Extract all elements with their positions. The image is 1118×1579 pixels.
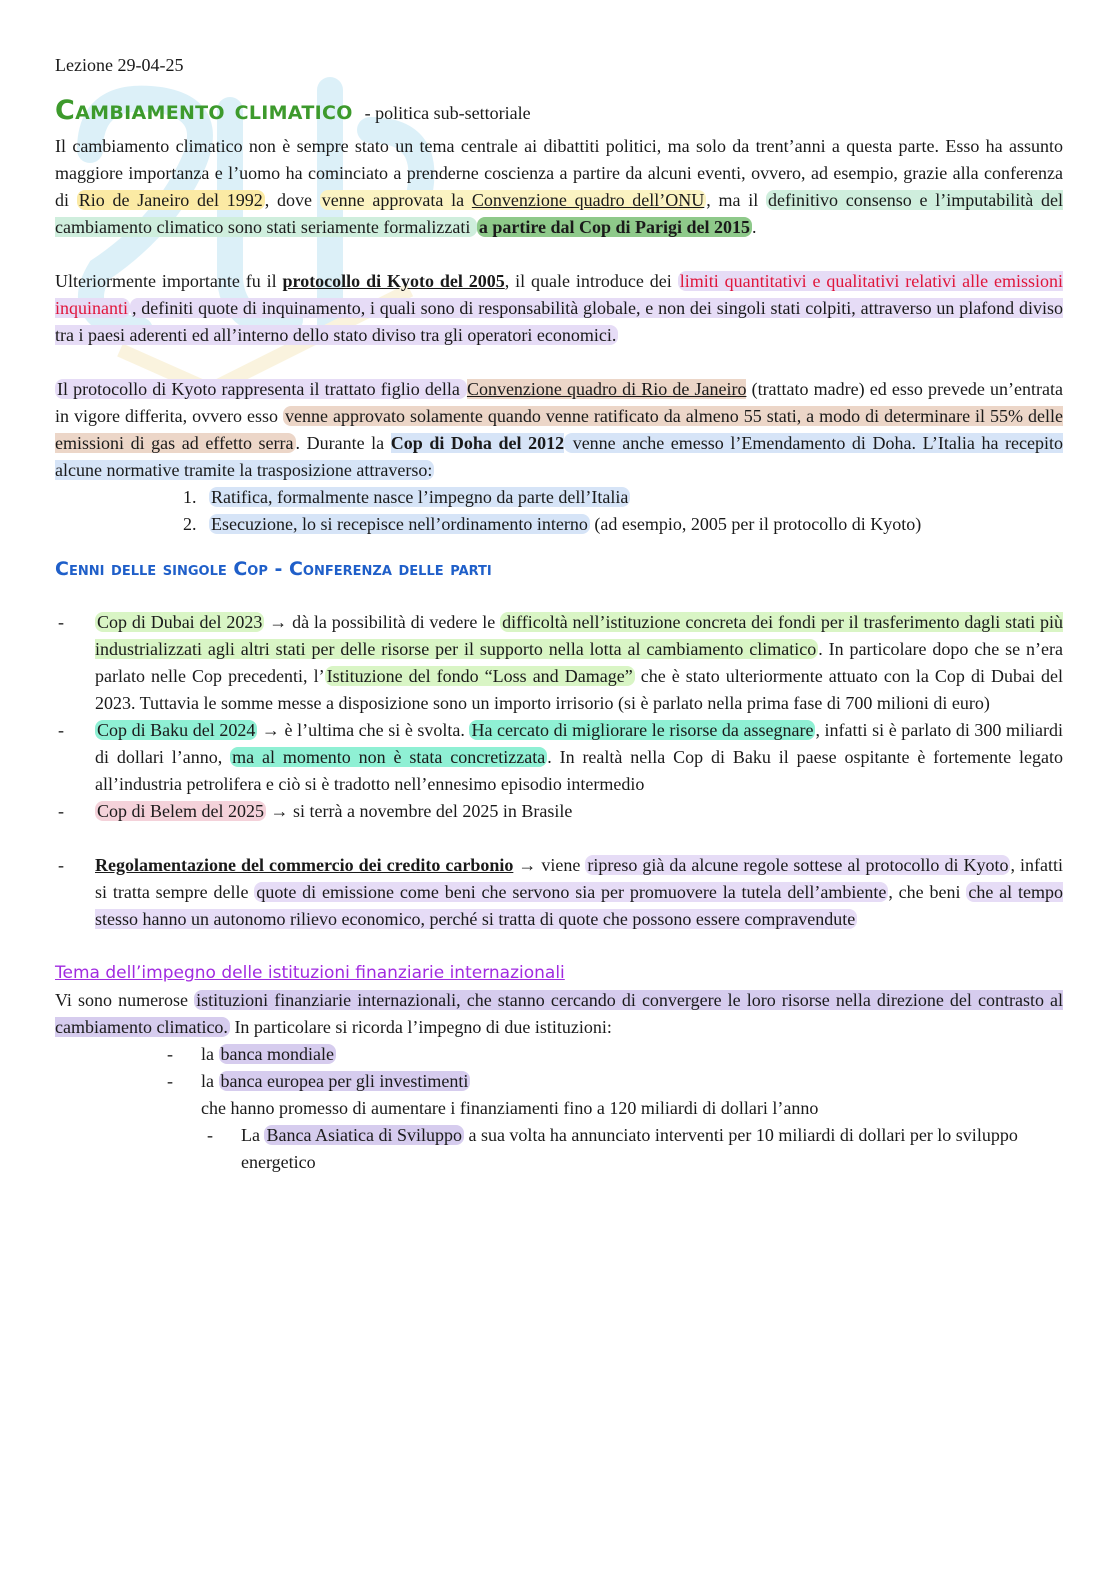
transposition-steps bbox=[55, 484, 1063, 538]
text-run: . bbox=[752, 217, 757, 237]
text-run: , che beni bbox=[888, 882, 967, 902]
highlight-consenso: definitivo consenso e l’imputabilità del cambiamento climatico sono stati seriamente formalizzati bbox=[55, 190, 1063, 237]
title-row bbox=[55, 97, 1063, 127]
list-item bbox=[201, 484, 1063, 511]
highlight-venne bbox=[320, 190, 707, 210]
list-item bbox=[167, 1068, 1063, 1095]
carbon-credit-title: Regolamentazione del commercio dei credito carbonio bbox=[95, 855, 514, 875]
paragraph-kyoto bbox=[55, 268, 1063, 349]
text-run: , il quale introduce dei bbox=[504, 271, 678, 291]
spacer bbox=[55, 349, 1063, 376]
highlight-risorse: Ha cercato di migliorare le risorse da assegnare bbox=[471, 720, 814, 740]
spacer bbox=[55, 241, 1063, 268]
step-highlight: Esecuzione, lo si recepisce nell’ordinamento interno bbox=[211, 514, 588, 534]
text-run: (trattato madre) ed esso prevede un’entrata in vigore differita, ovvero esso bbox=[55, 379, 1063, 426]
highlight-quote: , definiti quote di inquinamento, i quali sono di responsabilità globale, e non dei singoli stati colpiti, attraverso un plafond diviso tra i paesi aderenti ed all’interno dello stato diviso tra gli operatori economici. bbox=[55, 298, 1063, 345]
cop-belem: Cop di Belem del 2025 bbox=[97, 801, 264, 821]
highlight-parigi: a partire dal Cop di Parigi del 2015 bbox=[478, 217, 751, 237]
convenzione-onu: Convenzione quadro dell’ONU bbox=[471, 190, 705, 210]
lesson-date: Lezione 29-04-25 bbox=[55, 55, 184, 75]
highlight-banca-asiatica: Banca Asiatica di Sviluppo bbox=[266, 1125, 462, 1145]
text-run: , dove bbox=[264, 190, 320, 210]
kyoto-protocol: protocollo di Kyoto del 2005 bbox=[282, 271, 505, 291]
funding-note: che hanno promesso di aumentare i finanziamenti fino a 120 miliardi di dollari l’anno bbox=[201, 1098, 819, 1118]
highlight-ripreso: ripreso già da alcune regole sottese al protocollo di Kyoto bbox=[587, 855, 1009, 875]
institution-highlight: banca europea per gli investimenti bbox=[220, 1071, 469, 1091]
highlight-istituzioni: istituzioni finanziarie internazionali, che stanno cercando di convergere le loro risorse nella direzione del contrasto al cambiamento climatico. bbox=[55, 990, 1064, 1037]
cop-list bbox=[55, 609, 1063, 825]
text-run: a sua volta ha annunciato interventi per 10 miliardi di dollari per lo sviluppo energetico bbox=[241, 1125, 1018, 1172]
section-title-cop: Cenni delle singole Cop - Conferenza delle parti bbox=[55, 558, 492, 580]
cop-dubai: Cop di Dubai del 2023 bbox=[97, 612, 263, 632]
text-run: (ad esempio, 2005 per il protocollo di Kyoto) bbox=[589, 514, 922, 534]
list-item bbox=[201, 511, 1063, 538]
list-item-belem bbox=[55, 798, 1063, 825]
list-item bbox=[167, 1041, 1063, 1068]
text-run: , infatti si è parlato di 300 miliardi di dollari l’anno, bbox=[95, 720, 1063, 767]
highlight-loss-damage: Istituzione del fondo “Loss and Damage” bbox=[326, 666, 633, 686]
paragraph-intro bbox=[55, 133, 1063, 241]
highlight-difficolta: difficoltà nell’istituzione concreta dei fondi per il trasferimento dagli stati più industrializzati agli altri stati per delle risorse per il supporto nella lotta al cambiamento climatico bbox=[95, 612, 1063, 659]
text-run: In particolare si ricorda l’impegno di due istituzioni: bbox=[229, 1017, 612, 1037]
text-run: la bbox=[201, 1044, 219, 1064]
institution-highlight: banca mondiale bbox=[220, 1044, 334, 1064]
highlight-non-concretizzata: ma al momento non è stata concretizzata bbox=[232, 747, 546, 767]
highlight-limiti: limiti quantitativi e qualitativi relativi alle emissioni inquinanti bbox=[55, 271, 1063, 318]
text-run: Vi sono numerose bbox=[55, 990, 195, 1010]
list-item-dubai bbox=[55, 609, 1063, 717]
institutions-list bbox=[55, 1041, 1063, 1095]
text-run: , infatti si tratta sempre delle bbox=[95, 855, 1063, 902]
text-run: → è l’ultima che si è svolta. bbox=[257, 720, 470, 740]
paragraph-finance bbox=[55, 987, 1063, 1041]
text-run: . In particolare dopo che se n’era parlato nelle Cop precedenti, l’ bbox=[95, 639, 1063, 686]
text-run: . Durante la bbox=[295, 433, 391, 453]
text-run: Ulteriormente importante fu il bbox=[55, 271, 283, 291]
cop-baku: Cop di Baku del 2024 bbox=[97, 720, 256, 740]
highlight-ratifica-55: venne approvato solamente quando venne ratificato da almeno 55 stati, a modo di determinare il 55% delle emissioni di gas ad effetto serra bbox=[55, 406, 1063, 453]
highlight-rilievo-economico: che al tempo stesso hanno un autonomo rilievo economico, perché si tratta di quote che possono essere compravendute bbox=[95, 882, 1064, 929]
text-run: . In realtà nella Cop di Baku il paese ospitante è fortemente legato all’industria petrolifera e ciò si è tradotto nell’ennesimo episodio intermedio bbox=[95, 747, 1063, 794]
paragraph-kyoto-treaty bbox=[55, 376, 1063, 484]
highlight-rio: Rio de Janeiro del 1992 bbox=[78, 190, 263, 210]
highlight-quote-emissione: quote di emissione come beni che servono sia per promuovere la tutela dell’ambiente bbox=[256, 882, 887, 902]
text-run: → viene bbox=[513, 855, 586, 875]
highlight-emendamento: venne anche emesso l’Emendamento di Doha. L’Italia ha recepito alcune normative tramite la trasposizione attraverso: bbox=[55, 433, 1063, 480]
asia-bank-list bbox=[55, 1122, 1063, 1176]
spacer bbox=[55, 933, 1063, 960]
step-highlight: Ratifica, formalmente nasce l’impegno da parte dell’Italia bbox=[211, 487, 629, 507]
page-title: Cambiamento climatico bbox=[55, 95, 353, 126]
text-run: Il cambiamento climatico non è sempre stato un tema centrale ai dibattiti politici, ma solo da trent’anni a questa parte. Esso ha assunto maggiore importanza e l’uomo ha cominciato a prenderne coscienza a partire da alcuni eventi, ovvero, ad esempio, grazie alla conferenza di bbox=[55, 136, 1063, 210]
text-run: la bbox=[201, 1071, 219, 1091]
list-item-carbon-credit bbox=[55, 852, 1063, 933]
text-run: , ma il bbox=[706, 190, 767, 210]
section-title-finance: Tema dell’impegno delle istituzioni finanziarie internazionali bbox=[55, 963, 565, 983]
text-run: venne approvata la bbox=[321, 190, 472, 210]
list-item-asia-bank bbox=[205, 1122, 1063, 1176]
highlight-kyoto-figlio: Il protocollo di Kyoto rappresenta il trattato figlio della bbox=[57, 379, 465, 399]
document-content bbox=[55, 52, 1063, 1176]
text-run: che è stato ulteriormente attuato con la Cop di Dubai del 2023. Tuttavia le somme messe a disposizione sono un importo irrisorio (si è parlato nella prima fase di 700 milioni di euro) bbox=[95, 666, 1063, 713]
page-subtitle: - politica sub-settoriale bbox=[364, 103, 531, 123]
list-item-baku bbox=[55, 717, 1063, 798]
spacer bbox=[55, 825, 1063, 852]
highlight-doha: Cop di Doha del 2012 bbox=[390, 433, 565, 453]
text-run: La bbox=[241, 1125, 265, 1145]
text-run: → si terrà a novembre del 2025 in Brasile bbox=[265, 801, 573, 821]
text-run: → dà la possibilità di vedere le bbox=[264, 612, 501, 632]
carbon-credit-list bbox=[55, 852, 1063, 933]
convenzione-rio: Convenzione quadro di Rio de Janeiro bbox=[466, 379, 747, 399]
